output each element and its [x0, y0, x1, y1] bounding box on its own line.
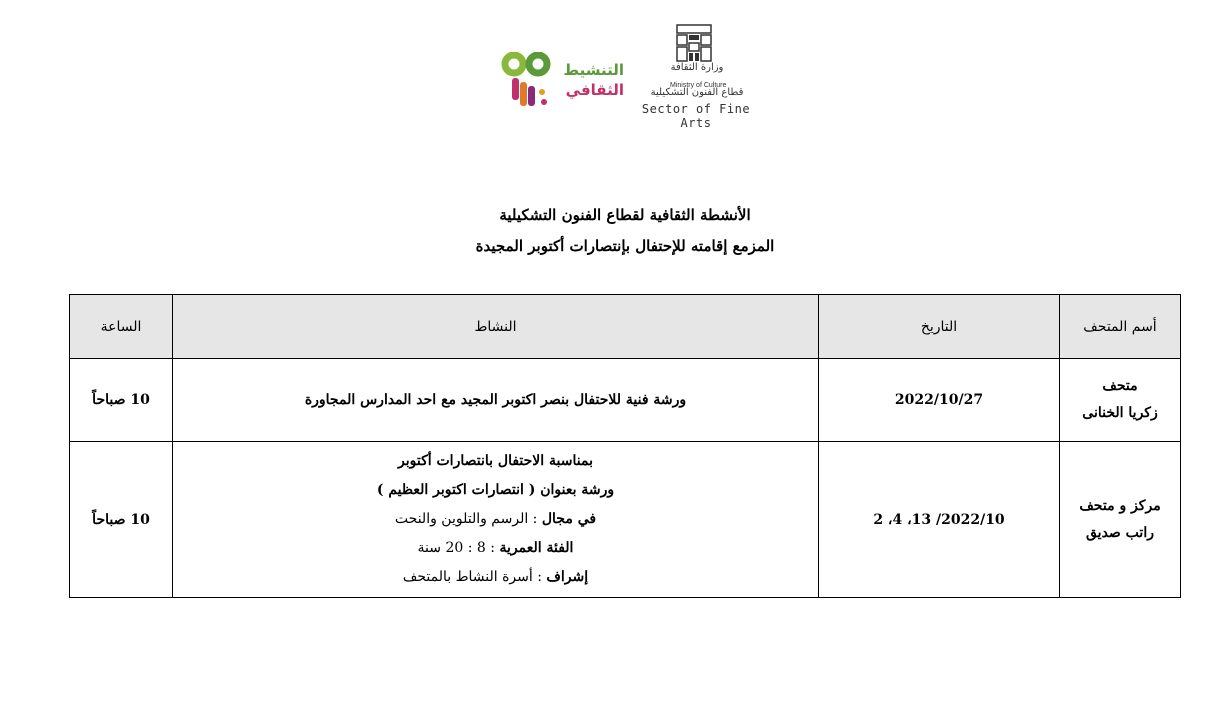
activity-cell: ورشة فنية للاحتفال بنصر اكتوبر المجيد مع احد المدارس المجاورة [173, 359, 819, 442]
header-museum: أسم المتحف [1060, 295, 1181, 359]
activity-cell [173, 442, 819, 598]
time-cell: 10 صباحاً [70, 359, 173, 442]
date-cell: 2022/10/ 13، 4، 2 [819, 442, 1060, 598]
field-value: : الرسم والتلوين والنحت [394, 511, 538, 527]
header-date: التاريخ [819, 295, 1060, 359]
ministry-arabic-name: وزارة الثقافة [670, 62, 724, 73]
activity-field [177, 505, 814, 534]
fine-arts-sector-emblem-icon [676, 24, 712, 62]
activity-workshop-title: ورشة بعنوان ( انتصارات اكتوبر العظيم ) [376, 482, 615, 498]
activities-table [69, 294, 1181, 598]
sector-english-name: Sector of Fine Arts [641, 102, 751, 130]
museum-cell [1060, 359, 1181, 442]
field-label: في مجال [541, 511, 597, 527]
museum-name-line1: مركز و متحف [1079, 497, 1161, 514]
cultural-activity-logo-line2: الثقافي [565, 81, 624, 99]
document-title: الأنشطة الثقافية لقطاع الفنون التشكيلية [499, 206, 751, 224]
ministry-of-culture-logo [636, 22, 758, 130]
supervision-value: : أسرة النشاط بالمتحف [402, 569, 542, 585]
ministry-english-name: Ministry of Culture [670, 82, 727, 89]
activity-age-group [177, 534, 814, 563]
table-header-row [70, 295, 1181, 359]
header-activity: النشاط [173, 295, 819, 359]
museum-name-line2: راتب صديق [1086, 524, 1154, 541]
cultural-activity-emblem-icon [500, 52, 552, 114]
header-logos [496, 22, 758, 130]
table-row [70, 442, 1181, 598]
cultural-activity-logo-line1: التنشيط [563, 61, 624, 79]
cultural-activity-logo [496, 52, 626, 114]
supervision-label: إشراف [546, 569, 589, 585]
header-time: الساعة [70, 295, 173, 359]
age-label: الفئة العمرية [499, 540, 574, 556]
date-cell: 2022/10/27 [819, 359, 1060, 442]
time-cell: 10 صباحاً [70, 442, 173, 598]
activity-occasion: بمناسبة الاحتفال بانتصارات أكتوبر [398, 453, 593, 469]
table-row [70, 359, 1181, 442]
museum-cell [1060, 442, 1181, 598]
activity-supervision [177, 563, 814, 592]
document-subtitle: المزمع إقامته للإحتفال بإنتصارات أكتوبر المجيدة [475, 237, 775, 255]
museum-name-line2: زكريا الخنانى [1082, 405, 1158, 421]
age-value: : 8 : 20 سنة [417, 540, 496, 556]
museum-name-line1: متحف [1102, 378, 1138, 394]
sector-arabic-name: قطاع الفنون التشكيلية [650, 87, 744, 98]
